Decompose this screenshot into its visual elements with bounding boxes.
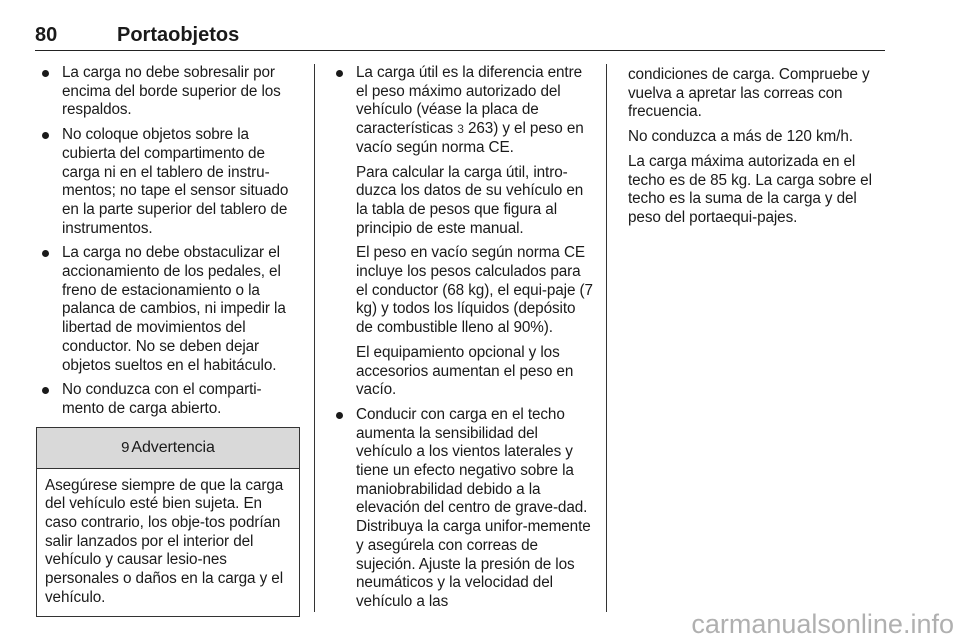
text-segment: 263) y el peso en vacío según norma CE. [356, 120, 584, 156]
paragraph: El equipamiento opcional y los accesorios aumentan el peso en vacío. [356, 343, 574, 399]
list-item-text [356, 64, 594, 158]
column-middle [330, 64, 594, 618]
list-item-text: No coloque objetos sobre la cubierta del compartimento de carga ni en el tablero de instru-mentos; no tape el sensor situado en la parte superior del tablero de instrumentos. [62, 126, 289, 237]
paragraph: No conduzca a más de 120 km/h. [628, 128, 853, 146]
watermark: carmanualsonline.info [691, 609, 954, 639]
paragraph: La carga máxima autorizada en el techo es de 85 kg. La carga sobre el techo es la suma de la carga y del peso del portaequi-pajes. [628, 152, 872, 226]
list-item [36, 64, 300, 120]
list-item-text: La carga no debe sobresalir por encima del borde superior de los respaldos. [62, 64, 281, 119]
list-item-text: Conducir con carga en el techo aumenta la sensibilidad del vehículo a los vientos laterales y tiene un efecto negativo sobre la maniobrabilidad debido a la elevación del centro de grave-dad. Distribuya la carga unifor-memente y asegúrela con correas de sujeción. Ajuste la presión de los neumáticos y la velocidad del vehículo a las [356, 405, 591, 610]
list-item [330, 406, 594, 612]
column-left [36, 64, 300, 617]
text-segment: La carga útil es la diferencia entre el peso máximo autorizado del vehículo (véase la placa de características [356, 64, 582, 138]
list-item [36, 126, 300, 238]
page-header [35, 22, 885, 51]
column-divider [606, 64, 607, 612]
warning-text: Asegúrese siempre de que la carga del vehículo esté bien sujeta. En caso contrario, los obje-tos podrían salir lanzados por el interior del vehículo y causar lesio-nes personales o daños en la carga y el vehículo. [45, 476, 284, 606]
warning-header [37, 428, 299, 469]
warning-title: Advertencia [131, 438, 215, 456]
list-item-text: No conduzca con el comparti-mento de carga abierto. [62, 381, 262, 417]
warning-box [36, 427, 300, 617]
page-number: 80 [35, 24, 58, 46]
paragraph: Para calcular la carga útil, intro-duzca los datos de su vehículo en la tabla de pesos que figura al principio de este manual. [356, 163, 584, 237]
list-item-text: La carga no debe obstaculizar el accionamiento de los pedales, el freno de estacionamiento o la palanca de cambios, ni impedir la libertad de movimientos del conductor. No se deben dejar objetos sueltos en el habitáculo. [62, 244, 286, 374]
paragraph: condiciones de carga. Compruebe y vuelva a apretar las correas con frecuencia. [628, 66, 870, 121]
list-item [330, 64, 594, 400]
page-reference-icon: 3 [457, 122, 464, 137]
list-item [36, 381, 300, 418]
list-item [36, 244, 300, 375]
warning-icon: 9 [121, 438, 130, 456]
column-divider [314, 64, 315, 612]
page-title: Portaobjetos [117, 24, 240, 46]
paragraph: El peso en vacío según norma CE incluye los pesos calculados para el conductor (68 kg), el equi-paje (7 kg) y todos los líquidos (depósito de combustible lleno al 90%). [356, 244, 593, 337]
column-right [628, 66, 884, 234]
